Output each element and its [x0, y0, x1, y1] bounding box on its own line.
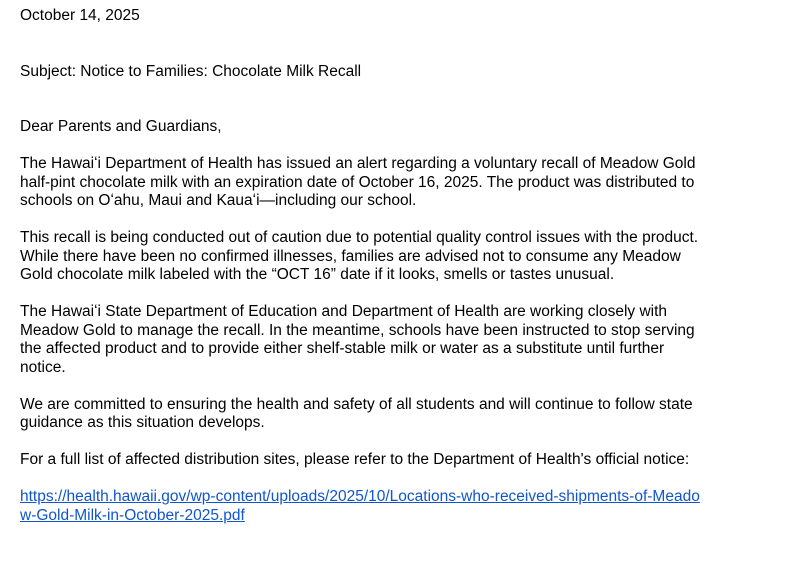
- spacer: [20, 26, 790, 63]
- paragraph-line: the affected product and to provide either shelf-stable milk or water as a substitute until further: [20, 340, 665, 357]
- link-line[interactable]: https://health.hawaii.gov/wp-content/uploads/2025/10/Locations-who-received-shipments-of-Meado: [20, 488, 700, 505]
- paragraph-line: The Hawaiʻi Department of Health has issued an alert regarding a voluntary recall of Meadow Gold: [20, 155, 696, 172]
- spacer: [20, 137, 790, 156]
- paragraph-recall-reason: [20, 229, 790, 285]
- letter-subject: Subject: Notice to Families: Chocolate Milk Recall: [20, 62, 362, 80]
- paragraph-line: half-pint chocolate milk with an expiration date of October 16, 2025. The product was distributed to: [20, 173, 695, 191]
- paragraph-line: Meadow Gold to manage the recall. In the meantime, schools have been instructed to stop serving: [20, 321, 695, 339]
- paragraph-commitment: [20, 396, 790, 433]
- spacer: [20, 377, 790, 396]
- paragraph-line: This recall is being conducted out of caution due to potential quality control issues with the product.: [20, 229, 699, 246]
- paragraph-line: We are committed to ensuring the health and safety of all students and will continue to follow state: [20, 395, 693, 413]
- letter: [20, 7, 790, 525]
- spacer: [20, 211, 790, 230]
- spacer: [20, 81, 790, 118]
- link-line[interactable]: w-Gold-Milk-in-October-2025.pdf: [20, 506, 245, 524]
- paragraph-recall-alert: [20, 155, 790, 211]
- spacer: [20, 433, 790, 452]
- paragraph-department-response: [20, 303, 790, 377]
- paragraph-line: notice.: [20, 358, 66, 376]
- paragraph-line: The Hawaiʻi State Department of Education and Department of Health are working closely with: [20, 303, 668, 320]
- paragraph-line: guidance as this situation develops.: [20, 414, 265, 431]
- letter-salutation: Dear Parents and Guardians,: [20, 118, 222, 135]
- paragraph-line: While there have been no confirmed illnesses, families are advised not to consume any Meadow: [20, 247, 681, 265]
- spacer: [20, 470, 790, 489]
- paragraph-line: Gold chocolate milk labeled with the “OCT 16” date if it looks, smells or tastes unusual.: [20, 266, 615, 283]
- official-notice-link[interactable]: [20, 488, 790, 525]
- letter-date: October 14, 2025: [20, 7, 140, 24]
- paragraph-reference: [20, 451, 790, 470]
- paragraph-line: For a full list of affected distribution sites, please refer to the Department of Health's official notice:: [20, 451, 690, 468]
- spacer: [20, 285, 790, 304]
- paragraph-line: schools on Oʻahu, Maui and Kauaʻi—including our school.: [20, 192, 417, 209]
